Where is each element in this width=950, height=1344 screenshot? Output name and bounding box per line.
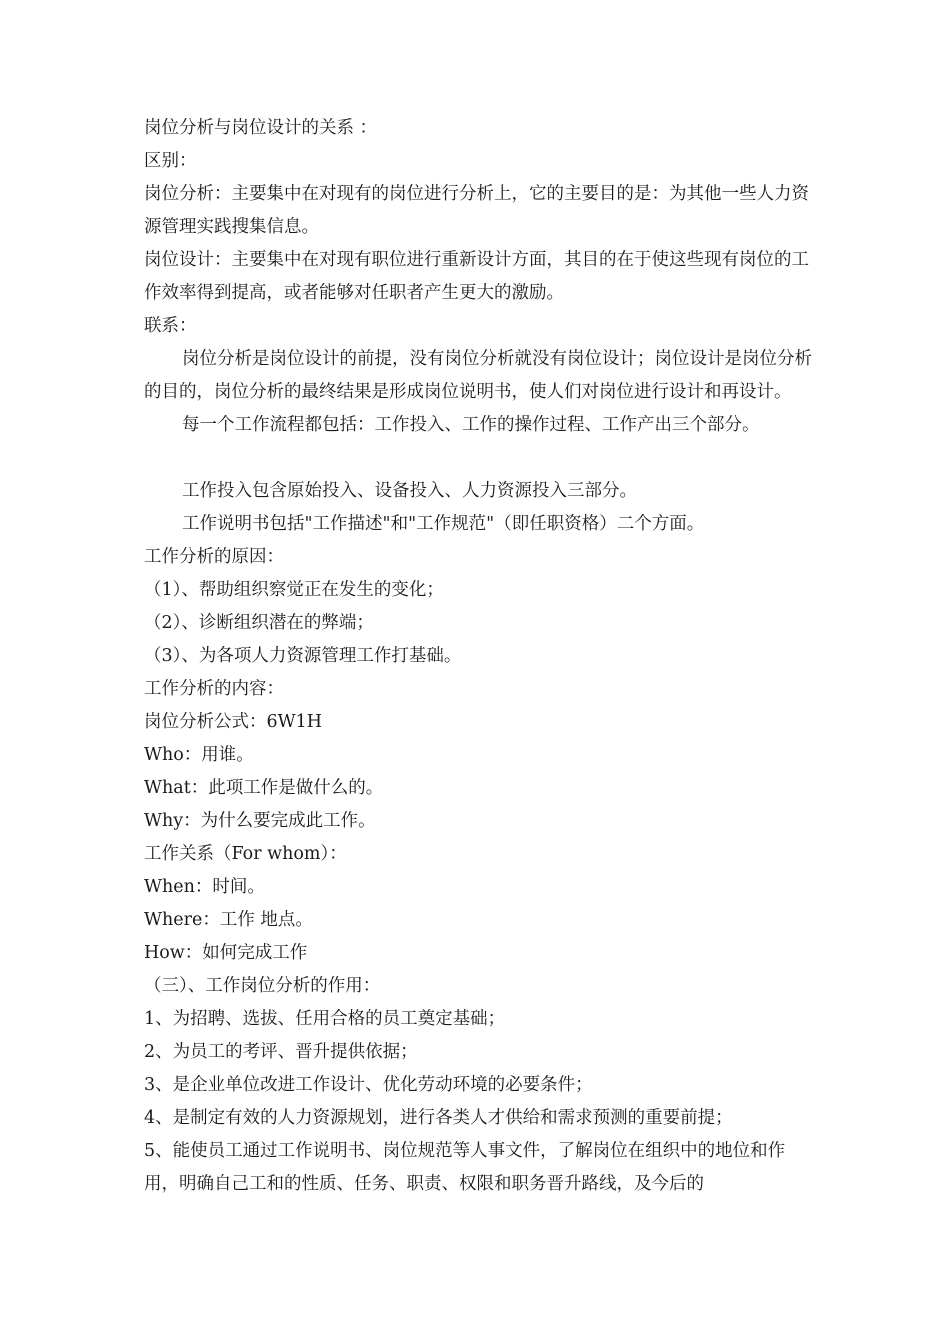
paragraph: How：如何完成工作 (144, 943, 308, 963)
paragraph: 工作关系（For whom）： (144, 844, 347, 864)
paragraph: 岗位分析：主要集中在对现有的岗位进行分析上，它的主要目的是：为其他一些人力资源管理实践搜集信息。 (144, 184, 809, 237)
document-body (144, 112, 814, 1201)
paragraph: 1、为招聘、选拔、任用合格的员工奠定基础； (144, 1009, 506, 1029)
paragraph: 岗位分析公式：6W1H (144, 712, 323, 732)
paragraph: 2、为员工的考评、晋升提供依据； (144, 1042, 418, 1062)
paragraph: （3）、为各项人力资源管理工作打基础。 (144, 646, 462, 666)
paragraph: 岗位分析是岗位设计的前提，没有岗位分析就没有岗位设计；岗位设计是岗位分析的目的，岗位分析的最终结果是形成岗位说明书，使人们对岗位进行设计和再设计。 (144, 349, 812, 402)
paragraph: （2）、诊断组织潜在的弊端； (144, 613, 374, 633)
paragraph: 工作分析的原因： (144, 547, 284, 567)
paragraph: （1）、帮助组织察觉正在发生的变化； (144, 580, 444, 600)
paragraph: 区别： (144, 151, 197, 171)
paragraph: 工作分析的内容： (144, 679, 284, 699)
paragraph: 4、是制定有效的人力资源规划，进行各类人才供给和需求预测的重要前提； (144, 1108, 733, 1128)
paragraph: 岗位分析与岗位设计的关系 ： (144, 118, 378, 138)
paragraph: 联系： (144, 316, 197, 336)
paragraph: 3、是企业单位改进工作设计、优化劳动环境的必要条件； (144, 1075, 593, 1095)
paragraph: 工作投入包含原始投入、设备投入、人力资源投入三部分。 (182, 481, 637, 501)
paragraph: Where：工作 地点。 (144, 910, 313, 930)
paragraph: Why：为什么要完成此工作。 (144, 811, 376, 831)
paragraph: When：时间。 (144, 877, 265, 897)
paragraph: What：此项工作是做什么的。 (144, 778, 384, 798)
paragraph: 岗位设计：主要集中在对现有职位进行重新设计方面，其目的在于使这些现有岗位的工作效率得到提高，或者能够对任职者产生更大的激励。 (144, 250, 809, 303)
paragraph: 工作说明书包括"工作描述"和"工作规范"（即任职资格）二个方面。 (182, 514, 705, 534)
paragraph: Who：用谁。 (144, 745, 254, 765)
blank-line (144, 442, 814, 475)
paragraph: （三）、工作岗位分析的作用： (144, 976, 381, 996)
paragraph: 每一个工作流程都包括：工作投入、工作的操作过程、工作产出三个部分。 (182, 415, 760, 435)
paragraph: 5、能使员工通过工作说明书、岗位规范等人事文件，了解岗位在组织中的地位和作用，明确自己工和的性质、任务、职责、权限和职务晋升路线，及今后的 (144, 1141, 786, 1194)
